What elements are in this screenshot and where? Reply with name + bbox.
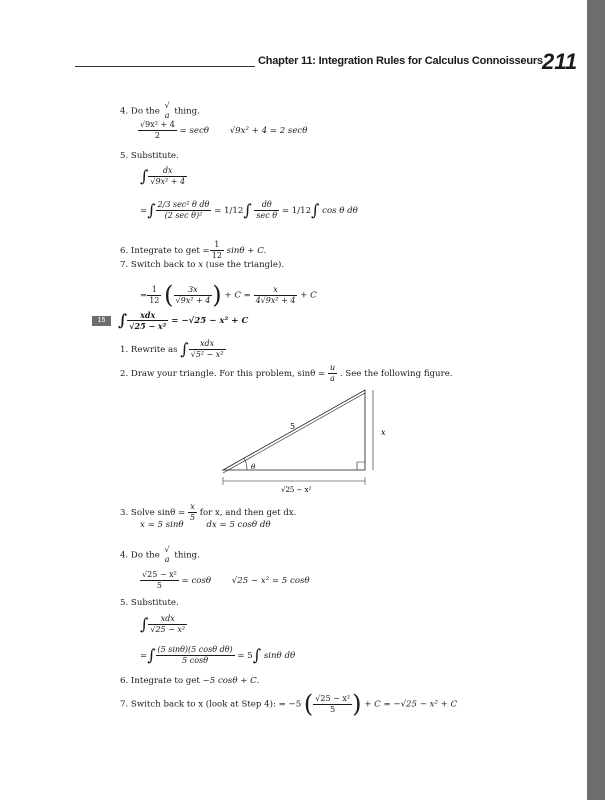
p15-step3-eqs: x = 5 sinθ dx = 5 cosθ dθ: [140, 520, 271, 530]
a-step5-int1: ∫ $\frac{dx}{\text{√9x² + 4}}$: [140, 166, 186, 186]
a-step5-line2: =∫ $\frac{\text{2/3 sec² θ dθ}}{\text{(2 sec θ)²}}$ = 1/12∫ $\frac{d\theta}{\text{sec θ}}$ = 1/12∫ cos θ dθ: [140, 200, 358, 220]
p15-step4: 4. Do the √ a thing.: [120, 545, 200, 564]
right-angle-marker: [357, 462, 365, 470]
a-step6: 6. Integrate to get = $\frac{1}{12}$ sinθ + C.: [120, 240, 267, 260]
hypotenuse-label: 5: [290, 422, 296, 431]
p15-step5-int1: ∫ $\frac{\text{xdx}}{\text{√25 − x²}}$: [140, 614, 186, 634]
p15-step5-line2: =∫ $\frac{\text{(5 sinθ)(5 cosθ dθ)}}{5 \cos\theta}$ = 5∫ sinθ dθ: [140, 645, 296, 665]
a-step4-eq: $\frac{\text{√9x² + 4}}{2}$ = secθ √9x² + 4 = 2 secθ: [140, 120, 308, 140]
a-step7-eq: = $\frac{1}{12}$ ( $\frac{3x}{\text{√9x² + 4}}$ ) + C = $\frac{x}{\text{4√9x² + 4}}$ + C: [140, 281, 317, 309]
right-triangle-figure: [215, 385, 405, 495]
header-rule: [75, 66, 255, 67]
p15-step4-eq: $\frac{\text{√25 − x²}}{5}$ = cosθ √25 − x² = 5 cosθ: [142, 570, 310, 590]
a-step7: 7. Switch back to x (use the triangle).: [120, 260, 285, 270]
a-step4: 4. Do the √ a thing.: [120, 101, 200, 120]
p15-step7: 7. Switch back to x (look at Step 4): = −5 ( $\frac{\text{√25 − x²}}{5}$ ) + C = −√25 − x² + C: [120, 690, 458, 718]
chapter-title: Chapter 11: Integration Rules for Calculus Connoisseurs: [258, 55, 543, 67]
p15-step6: 6. Integrate to get −5 cosθ + C.: [120, 676, 260, 686]
angle-label: θ: [251, 463, 256, 471]
page-number: 211: [542, 49, 578, 74]
opposite-label: x: [381, 428, 386, 437]
p15-step5: 5. Substitute.: [120, 598, 179, 608]
p15-statement: ∫ $\frac{\text{xdx}}{\text{√25 − x²}}$ = −√25 − x² + C: [118, 310, 249, 331]
a-step5: 5. Substitute.: [120, 151, 179, 161]
p15-step3: 3. Solve sinθ = $\frac{x}{5}$ for x, and then get dx.: [120, 502, 297, 522]
p15-step1: 1. Rewrite as ∫ $\frac{\text{xdx}}{\text{√5² − x²}}$: [120, 339, 224, 359]
chapter-side-tab: [587, 0, 605, 800]
p15-step2: 2. Draw your triangle. For this problem, sinθ = $\frac{u}{a}$ . See the following figure.: [120, 363, 453, 383]
adjacent-label: √25 − x²: [281, 486, 312, 494]
problem-number-tag: 15: [92, 316, 111, 326]
